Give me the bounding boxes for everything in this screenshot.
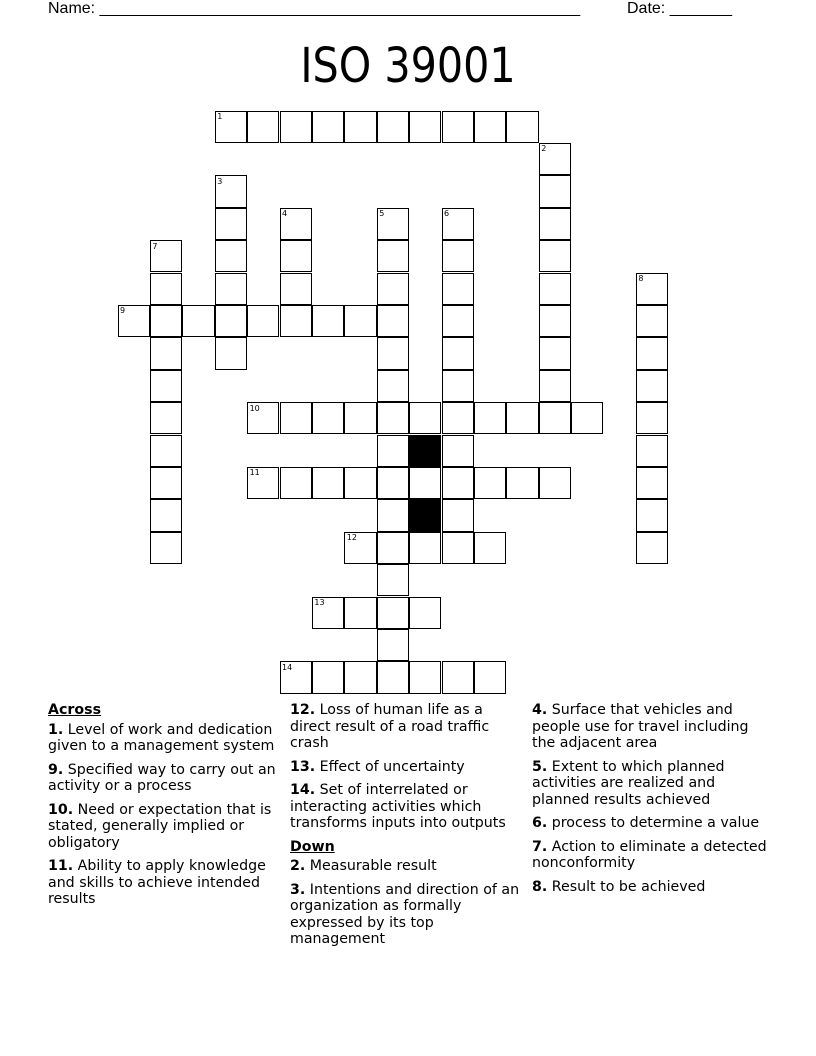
date-field-label: Date: _______ xyxy=(627,0,732,17)
answer-square[interactable] xyxy=(377,337,409,369)
answer-square[interactable] xyxy=(377,597,409,629)
answer-square[interactable] xyxy=(442,661,474,693)
clue-text: Ability to apply knowledge and skills to achieve intended results xyxy=(48,858,266,907)
answer-square[interactable] xyxy=(377,467,409,499)
answer-square[interactable] xyxy=(215,305,247,337)
answer-square[interactable] xyxy=(377,532,409,564)
answer-square[interactable] xyxy=(539,337,571,369)
answer-square[interactable] xyxy=(539,467,571,499)
answer-square[interactable] xyxy=(409,402,441,434)
clue-number: 2. xyxy=(290,858,306,874)
answer-square[interactable] xyxy=(409,532,441,564)
answer-square[interactable] xyxy=(539,175,571,207)
answer-square[interactable] xyxy=(377,240,409,272)
clue-text: Measurable result xyxy=(309,858,437,874)
clue-number-label: 11 xyxy=(249,468,260,478)
answer-square[interactable] xyxy=(539,273,571,305)
answer-square[interactable] xyxy=(636,402,668,434)
answer-square[interactable] xyxy=(344,402,376,434)
clue-number: 8. xyxy=(532,878,548,895)
answer-square[interactable] xyxy=(571,402,603,434)
answer-square[interactable] xyxy=(539,402,571,434)
answer-square[interactable] xyxy=(442,111,474,143)
answer-square[interactable] xyxy=(539,305,571,337)
answer-square[interactable] xyxy=(247,305,279,337)
answer-square[interactable] xyxy=(474,111,506,143)
clue-number: 14. xyxy=(290,782,316,798)
answer-square[interactable] xyxy=(182,305,214,337)
clue-across-9 xyxy=(48,762,284,795)
clue-across-14 xyxy=(290,782,526,832)
answer-square[interactable] xyxy=(377,661,409,693)
answer-square[interactable] xyxy=(215,273,247,305)
answer-square[interactable] xyxy=(636,532,668,564)
answer-square[interactable] xyxy=(442,240,474,272)
clue-number: 6. xyxy=(532,815,548,831)
answer-square[interactable] xyxy=(474,532,506,564)
answer-square[interactable] xyxy=(539,370,571,402)
answer-square[interactable] xyxy=(312,467,344,499)
answer-square[interactable] xyxy=(344,597,376,629)
clue-number: 9. xyxy=(48,761,64,778)
clues-column-1 xyxy=(48,702,284,915)
black-square xyxy=(409,435,441,467)
answer-square[interactable] xyxy=(506,467,538,499)
clue-number: 7. xyxy=(532,838,548,855)
clue-text: Intentions and direction of an organization as formally expressed by its top management xyxy=(290,881,520,947)
answer-square[interactable] xyxy=(247,111,279,143)
clue-across-10 xyxy=(48,802,284,852)
clues-column-2 xyxy=(290,702,526,955)
answer-square[interactable] xyxy=(150,435,182,467)
answer-square[interactable] xyxy=(280,402,312,434)
answer-square[interactable] xyxy=(474,402,506,434)
clue-text: Result to be achieved xyxy=(551,878,706,895)
answer-square[interactable] xyxy=(442,273,474,305)
black-square xyxy=(409,499,441,531)
clue-number: 13. xyxy=(290,758,316,775)
clue-down-3 xyxy=(290,882,526,948)
clue-across-12 xyxy=(290,702,526,752)
clue-number-label: 12 xyxy=(346,533,357,543)
clue-down-4 xyxy=(532,702,768,752)
answer-square[interactable] xyxy=(636,467,668,499)
answer-square[interactable] xyxy=(344,661,376,693)
answer-square[interactable] xyxy=(377,111,409,143)
clue-text: Surface that vehicles and people use for travel including the adjacent area xyxy=(532,702,749,751)
clue-number-label: 5 xyxy=(379,209,385,219)
clue-across-13 xyxy=(290,759,526,776)
clue-across-11 xyxy=(48,858,284,908)
answer-square[interactable] xyxy=(409,111,441,143)
answer-square[interactable] xyxy=(506,402,538,434)
answer-square[interactable] xyxy=(474,661,506,693)
clue-down-2 xyxy=(290,858,526,875)
answer-square[interactable] xyxy=(344,305,376,337)
answer-square[interactable] xyxy=(474,467,506,499)
answer-square[interactable] xyxy=(442,435,474,467)
clue-text: Set of interrelated or interacting activities which transforms inputs into outputs xyxy=(290,782,506,831)
answer-square[interactable] xyxy=(377,435,409,467)
across-heading: Across xyxy=(48,702,102,718)
clue-number-label: 6 xyxy=(444,209,450,219)
answer-square[interactable] xyxy=(442,402,474,434)
clue-text: process to determine a value xyxy=(551,815,760,831)
clue-text: Need or expectation that is stated, generally implied or obligatory xyxy=(48,801,272,851)
clue-number-label: 7 xyxy=(152,241,158,251)
down-heading: Down xyxy=(290,838,335,855)
clue-number-label: 9 xyxy=(120,306,126,316)
clue-number-label: 13 xyxy=(314,598,325,607)
clue-number-label: 2 xyxy=(541,144,547,154)
clue-text: Specified way to carry out an activity or a process xyxy=(48,761,276,794)
answer-square[interactable] xyxy=(539,208,571,240)
answer-square[interactable] xyxy=(312,305,344,337)
clue-number: 1. xyxy=(48,721,64,738)
clue-text: Extent to which planned activities are realized and planned results achieved xyxy=(532,758,725,808)
clue-number-label: 3 xyxy=(217,176,223,186)
answer-square[interactable] xyxy=(409,597,441,629)
answer-square[interactable] xyxy=(344,467,376,499)
answer-square[interactable] xyxy=(150,273,182,305)
clue-number-label: 14 xyxy=(282,662,293,672)
answer-square[interactable] xyxy=(150,499,182,531)
answer-square[interactable] xyxy=(442,370,474,402)
answer-square[interactable] xyxy=(150,305,182,337)
clue-across-1 xyxy=(48,722,284,755)
clue-number: 10. xyxy=(48,801,74,818)
answer-square[interactable] xyxy=(215,240,247,272)
answer-square[interactable] xyxy=(150,402,182,434)
clue-text: Loss of human life as a direct result of a road traffic crash xyxy=(290,702,490,751)
answer-square[interactable] xyxy=(344,111,376,143)
answer-square[interactable] xyxy=(377,629,409,661)
answer-square[interactable] xyxy=(636,337,668,369)
answer-square[interactable] xyxy=(280,467,312,499)
answer-square[interactable] xyxy=(312,402,344,434)
clue-down-8 xyxy=(532,879,768,896)
answer-square[interactable] xyxy=(442,467,474,499)
answer-square[interactable] xyxy=(280,305,312,337)
clue-number: 5. xyxy=(532,758,548,775)
clue-down-7 xyxy=(532,839,768,872)
answer-square[interactable] xyxy=(377,273,409,305)
answer-square[interactable] xyxy=(377,305,409,337)
clue-number-label: 1 xyxy=(217,112,223,121)
answer-square[interactable] xyxy=(280,273,312,305)
clue-number-label: 4 xyxy=(282,209,288,219)
answer-square[interactable] xyxy=(409,467,441,499)
name-field-label: Name: ______________________________________________________ xyxy=(48,0,581,17)
clue-number: 4. xyxy=(532,702,548,718)
answer-square[interactable] xyxy=(636,305,668,337)
clue-down-5 xyxy=(532,759,768,809)
answer-square[interactable] xyxy=(442,337,474,369)
answer-square[interactable] xyxy=(636,499,668,531)
answer-square[interactable] xyxy=(215,208,247,240)
clue-text: Effect of uncertainty xyxy=(319,758,465,775)
clue-number-label: 8 xyxy=(638,274,644,283)
answer-square[interactable] xyxy=(150,532,182,564)
clues-column-3 xyxy=(532,702,768,902)
answer-square[interactable] xyxy=(150,337,182,369)
clue-text: Action to eliminate a detected nonconformity xyxy=(532,838,767,871)
answer-square[interactable] xyxy=(377,564,409,596)
answer-square[interactable] xyxy=(312,661,344,693)
puzzle-title: ISO 39001 xyxy=(300,38,516,94)
answer-square[interactable] xyxy=(539,240,571,272)
answer-square[interactable] xyxy=(636,370,668,402)
answer-square[interactable] xyxy=(280,240,312,272)
answer-square[interactable] xyxy=(636,435,668,467)
clue-number: 12. xyxy=(290,702,316,718)
answer-square[interactable] xyxy=(280,111,312,143)
answer-square[interactable] xyxy=(409,661,441,693)
answer-square[interactable] xyxy=(150,467,182,499)
answer-square[interactable] xyxy=(442,499,474,531)
answer-square[interactable] xyxy=(150,370,182,402)
clue-down-6 xyxy=(532,815,768,832)
answer-square[interactable] xyxy=(377,499,409,531)
answer-square[interactable] xyxy=(215,337,247,369)
answer-square[interactable] xyxy=(377,402,409,434)
answer-square[interactable] xyxy=(442,305,474,337)
clue-number-label: 10 xyxy=(249,403,260,413)
answer-square[interactable] xyxy=(506,111,538,143)
answer-square[interactable] xyxy=(442,532,474,564)
answer-square[interactable] xyxy=(312,111,344,143)
clue-number: 3. xyxy=(290,881,306,898)
clue-text: Level of work and dedication given to a management system xyxy=(48,721,275,754)
clue-number: 11. xyxy=(48,858,74,874)
answer-square[interactable] xyxy=(377,370,409,402)
